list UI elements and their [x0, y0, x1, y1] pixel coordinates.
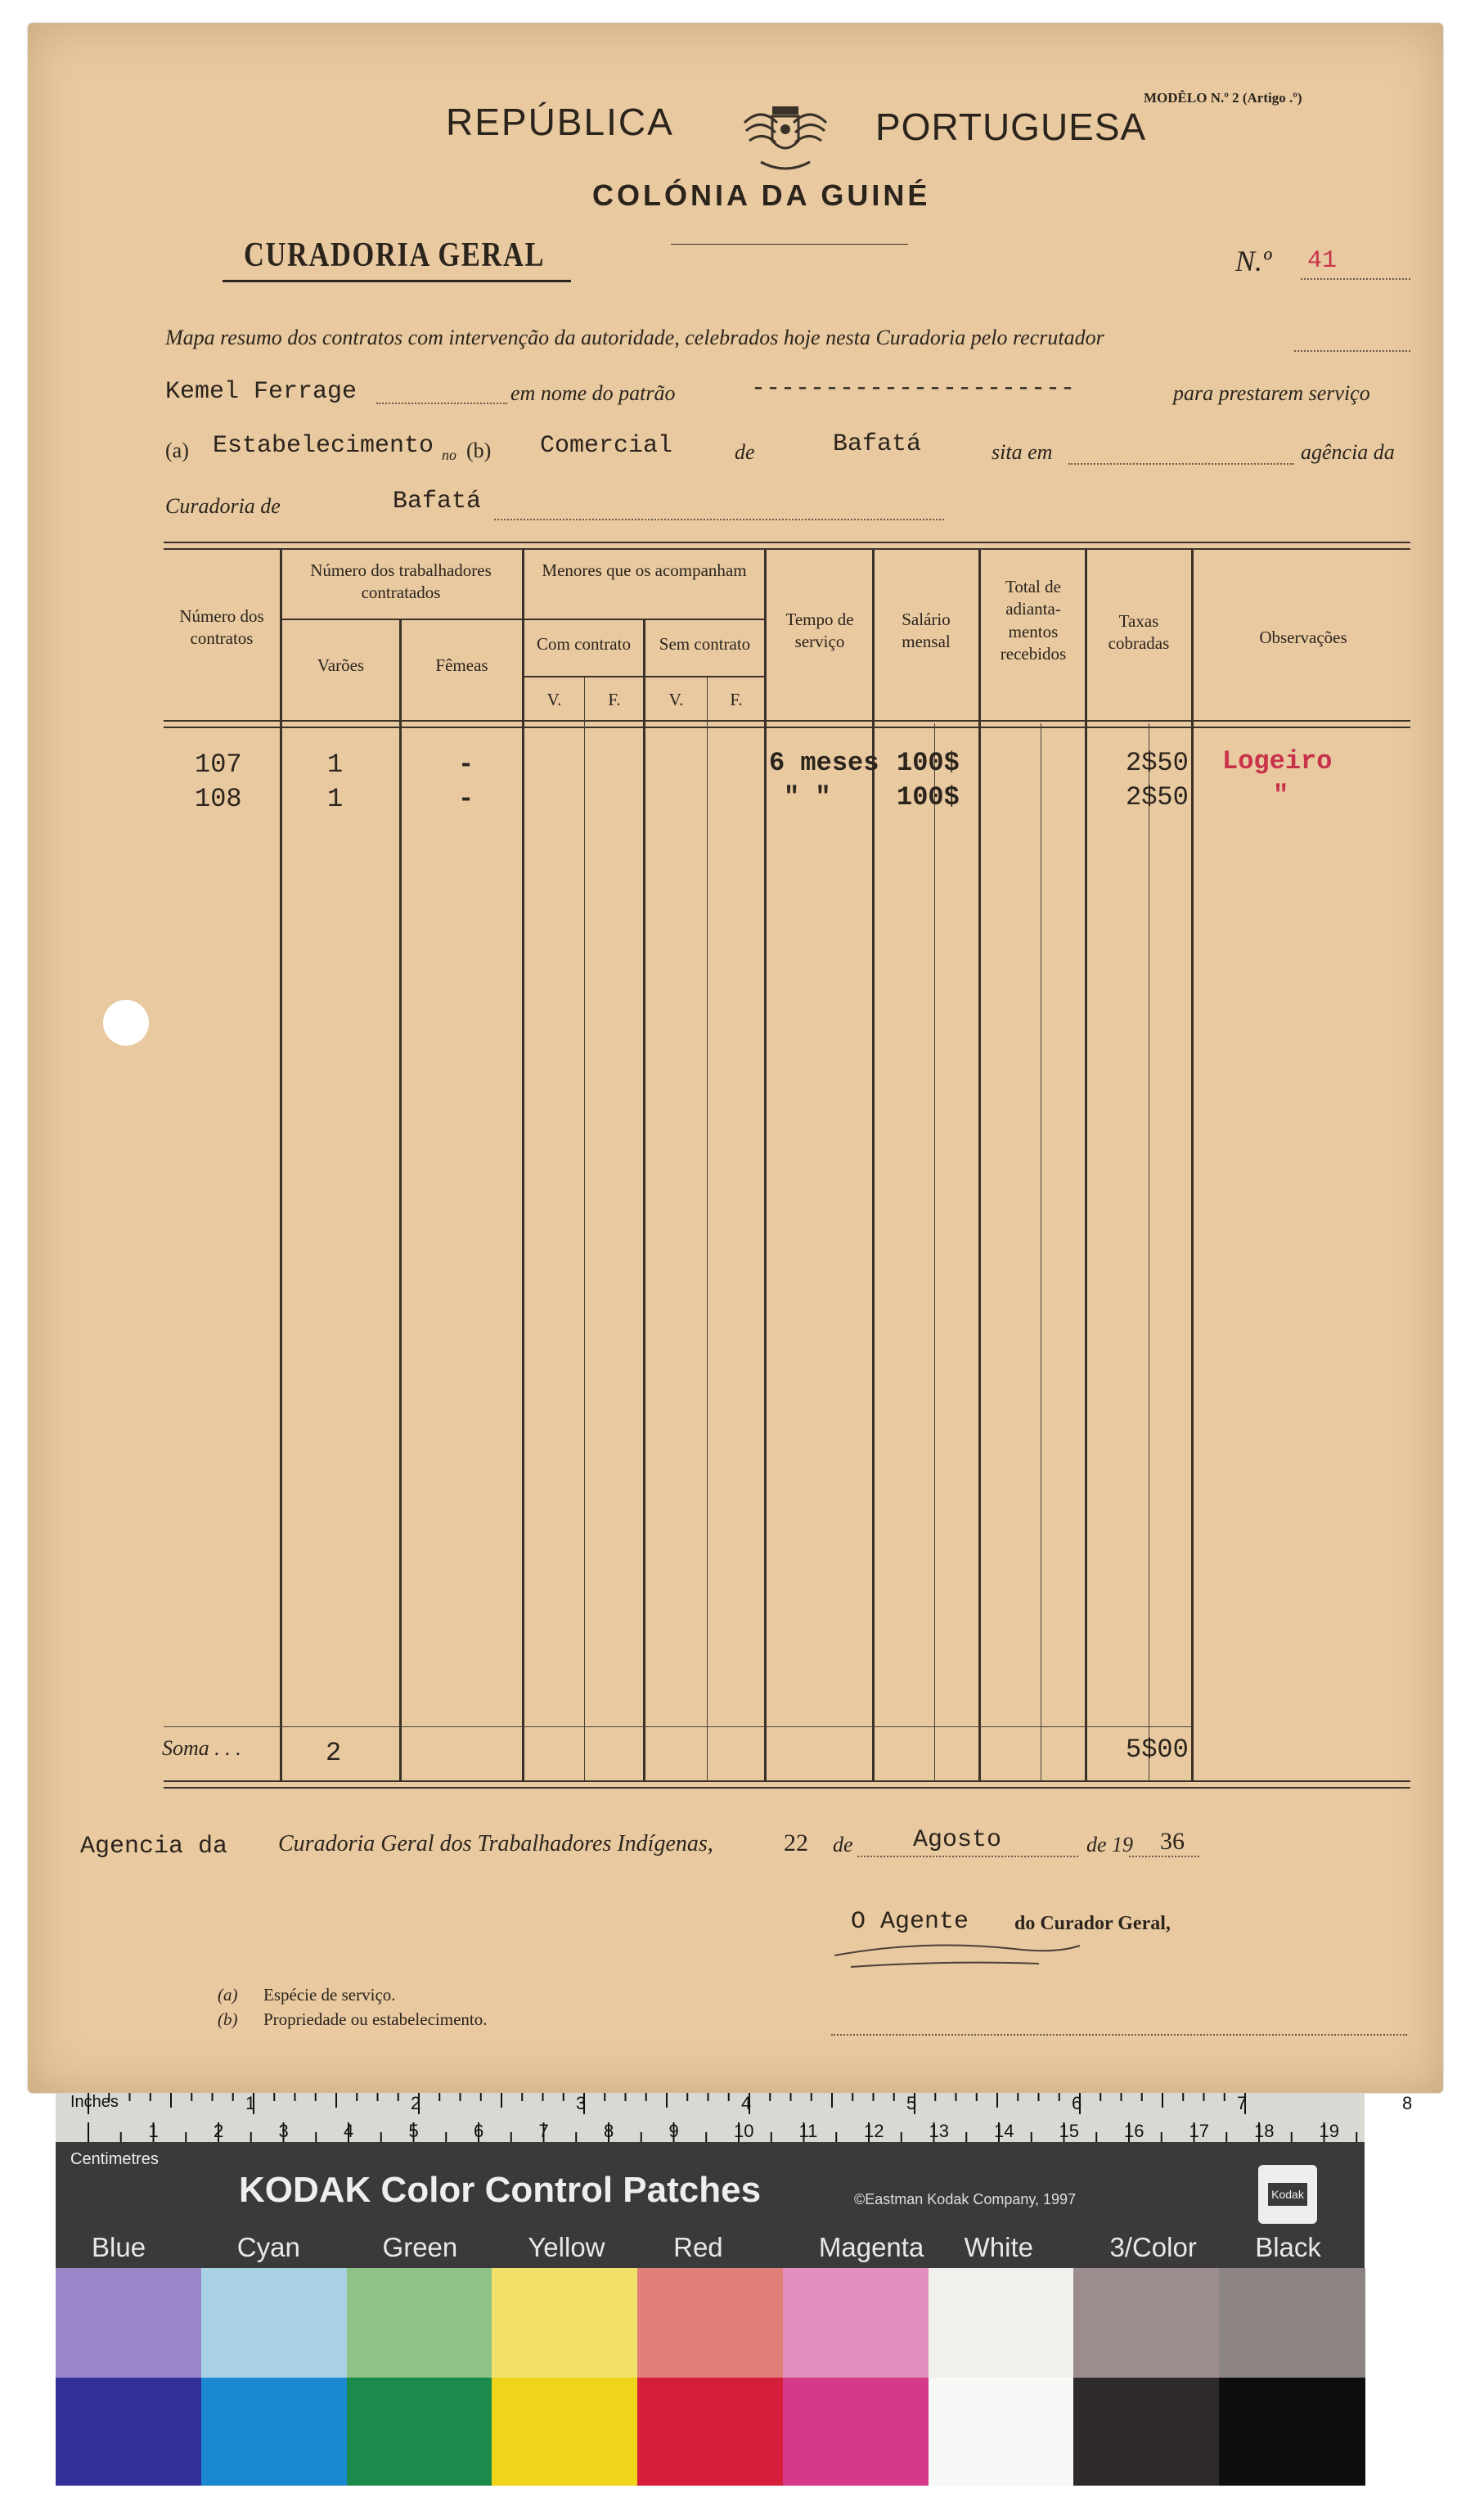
- curadoria-de-label: Curadoria de: [165, 494, 281, 518]
- soma-rule: [164, 1726, 1191, 1727]
- de-value: Bafatá: [833, 430, 922, 458]
- patch-name: Green: [382, 2232, 458, 2262]
- cm-number: 12: [864, 2121, 884, 2141]
- soma-taxas: 5$00: [1126, 1735, 1189, 1765]
- soma-varoes: 2: [326, 1738, 342, 1768]
- inch-number: 2: [411, 2093, 421, 2113]
- cm-number: 2: [214, 2121, 224, 2141]
- dots: [1129, 1856, 1199, 1857]
- cm-number: 18: [1254, 2121, 1275, 2141]
- sub-col-divider: [584, 676, 585, 1780]
- color-patch-dark: [492, 2378, 638, 2486]
- table-row-varoes: 1: [327, 784, 344, 814]
- curadoria-de-value: Bafatá: [393, 488, 482, 515]
- kodak-color-control-strip: [56, 2093, 1413, 2270]
- cm-number: 7: [538, 2121, 549, 2141]
- header-rule: [522, 676, 764, 677]
- cm-number: 11: [798, 2121, 818, 2141]
- table-row-taxas: 2$50: [1126, 748, 1189, 778]
- dots: [831, 2034, 1407, 2036]
- inches-label: Inches: [70, 2093, 119, 2111]
- colonia-heading: COLÓNIA DA GUINÉ: [592, 178, 931, 212]
- curador-geral-label: do Curador Geral,: [1014, 1913, 1171, 1934]
- table-top-rule: [164, 542, 1410, 550]
- number-value: 41: [1307, 247, 1338, 275]
- patch-name: Black: [1255, 2232, 1321, 2262]
- inch-number: 5: [906, 2093, 917, 2113]
- header-femeas: Fêmeas: [435, 655, 488, 675]
- cm-number: 8: [604, 2121, 614, 2141]
- kodak-title: KODAK Color Control Patches: [239, 2170, 762, 2210]
- table-row-tempo: 6 meses: [769, 748, 879, 778]
- recruiter-name: Kemel Ferrage: [165, 378, 358, 406]
- color-patches: [56, 2268, 1365, 2486]
- b-label: (b): [466, 439, 492, 462]
- header-tempo: Tempo de serviço: [785, 610, 854, 652]
- table-row-numero: 107: [195, 749, 242, 780]
- de-label: de: [735, 440, 755, 464]
- curadoria-geral-text: Curadoria Geral dos Trabalhadores Indígenas,: [278, 1831, 713, 1856]
- inch-number: 6: [1072, 2093, 1082, 2113]
- inch-number: 3: [576, 2093, 587, 2113]
- patch-name: Cyan: [236, 2232, 300, 2262]
- note-a: Espécie de serviço.: [263, 1985, 396, 2005]
- col-divider: [280, 550, 282, 1780]
- kodak-copyright: ©Eastman Kodak Company, 1997: [854, 2191, 1077, 2207]
- table-row-obs: ": [1273, 781, 1289, 811]
- header-f: F.: [608, 690, 621, 709]
- color-patch-light: [56, 2268, 202, 2378]
- a-label: (a): [165, 439, 189, 462]
- header-observacoes: Observações: [1259, 628, 1347, 647]
- republica-heading: REPÚBLICA: [446, 101, 674, 143]
- table-row-varoes: 1: [327, 749, 344, 780]
- punch-hole: [103, 1000, 149, 1046]
- header-total: Total de adianta- mentos recebidos: [1000, 577, 1067, 664]
- dots: [1294, 350, 1410, 352]
- sub-col-divider: [934, 723, 935, 1780]
- color-patch-dark: [56, 2378, 202, 2486]
- curadoria-heading: CURADORIA GERAL: [244, 236, 546, 274]
- patrao-value: ----------------------: [751, 375, 1076, 403]
- table-bottom-rule: [164, 1780, 1410, 1789]
- dots: [376, 403, 507, 404]
- kodak-logo-text: Kodak: [1268, 2183, 1307, 2206]
- header-varoes: Varões: [317, 655, 365, 675]
- kodak-logo-icon: [1258, 2165, 1317, 2224]
- header-v: V.: [546, 690, 562, 709]
- b-value: Comercial: [540, 432, 673, 460]
- table-row-femeas: -: [458, 749, 474, 780]
- sub-col-divider: [707, 676, 708, 1780]
- mapa-text: Mapa resumo dos contratos com intervenção da autoridade, celebrados hoje nesta Curadoria pelo recrutador: [165, 326, 1104, 349]
- table-row-femeas: -: [458, 784, 474, 814]
- header-numero: Número dos contratos: [179, 606, 264, 649]
- number-label: N.º: [1235, 245, 1272, 277]
- centimetres-label: Centimetres: [70, 2150, 159, 2168]
- patch-name: Red: [673, 2232, 723, 2262]
- color-patch-light: [1219, 2268, 1365, 2378]
- dots: [494, 519, 944, 520]
- header-menores: Menores que os acompanham: [542, 560, 747, 580]
- cm-number: 4: [344, 2121, 354, 2141]
- table-row-obs: Logeiro: [1222, 746, 1333, 776]
- color-patch-light: [783, 2268, 929, 2378]
- color-patch-light: [492, 2268, 638, 2378]
- color-patch-dark: [1073, 2378, 1220, 2486]
- cm-number: 14: [994, 2121, 1014, 2141]
- header-f: F.: [730, 690, 743, 709]
- cm-number: 15: [1059, 2121, 1079, 2141]
- patch-name: Yellow: [528, 2232, 605, 2262]
- header-salario: Salário mensal: [902, 610, 951, 652]
- col-divider: [522, 550, 524, 1780]
- note-a-label: (a): [218, 1985, 238, 2005]
- table-row-numero: 108: [195, 784, 242, 814]
- signature-mark: [826, 1931, 1096, 1988]
- cm-number: 3: [278, 2121, 289, 2141]
- cm-number: 5: [408, 2121, 419, 2141]
- em-nome-label: em nome do patrão: [510, 381, 676, 405]
- color-patch-light: [929, 2268, 1075, 2378]
- date-de: de: [833, 1833, 853, 1856]
- date-month: Agosto: [913, 1826, 1002, 1854]
- table-header-rule: [164, 720, 1410, 728]
- inch-number: 7: [1237, 2093, 1248, 2113]
- col-divider: [978, 550, 981, 1780]
- inch-number: 8: [1402, 2093, 1413, 2113]
- header-rule: [280, 619, 764, 620]
- cm-number: 19: [1319, 2121, 1339, 2141]
- cm-number: 10: [734, 2121, 754, 2141]
- header-taxas: Taxas cobradas: [1108, 611, 1170, 654]
- color-patch-light: [637, 2268, 784, 2378]
- table-row-salario: 100$: [897, 748, 960, 778]
- soma-label: Soma . . .: [162, 1736, 241, 1760]
- divider: [671, 244, 908, 245]
- col-divider: [872, 550, 875, 1780]
- cm-number: 13: [929, 2121, 949, 2141]
- color-patch-dark: [1219, 2378, 1365, 2486]
- table-row-taxas: 2$50: [1126, 782, 1189, 812]
- agente-label: O Agente: [851, 1908, 969, 1936]
- color-patch-dark: [201, 2378, 348, 2486]
- cm-number: 6: [474, 2121, 484, 2141]
- note-b-label: (b): [218, 2009, 238, 2029]
- dots: [857, 1856, 1078, 1857]
- patch-name: White: [964, 2232, 1034, 2262]
- date-day: 22: [784, 1829, 808, 1856]
- color-patch-light: [201, 2268, 348, 2378]
- patch-name: 3/Color: [1109, 2232, 1197, 2262]
- color-patch-light: [1073, 2268, 1220, 2378]
- sita-em-label: sita em: [992, 440, 1053, 464]
- date-year: 36: [1160, 1828, 1185, 1855]
- table-row-salario: 100$: [897, 782, 960, 812]
- table-row-tempo: " ": [784, 782, 831, 812]
- color-patch-light: [347, 2268, 493, 2378]
- col-divider: [1085, 550, 1087, 1780]
- color-patch-dark: [783, 2378, 929, 2486]
- cm-number: 1: [148, 2121, 159, 2141]
- agencia-label: Agencia da: [80, 1833, 228, 1861]
- color-patch-dark: [637, 2378, 784, 2486]
- col-divider: [399, 619, 402, 1780]
- cm-number: 16: [1124, 2121, 1144, 2141]
- number-dots: [1301, 278, 1410, 280]
- no-label: no: [442, 447, 456, 463]
- cm-number: 9: [668, 2121, 679, 2141]
- patch-name: Blue: [92, 2232, 146, 2262]
- color-patch-dark: [347, 2378, 493, 2486]
- portuguesa-heading: PORTUGUESA: [875, 106, 1147, 148]
- col-divider: [1191, 550, 1194, 1780]
- dots: [1068, 463, 1294, 465]
- inch-number: 1: [245, 2093, 256, 2113]
- inch-number: 4: [741, 2093, 752, 2113]
- header-sem-contrato: Sem contrato: [659, 634, 751, 654]
- a-value: Estabelecimento: [213, 432, 434, 460]
- agencia-da-label: agência da: [1301, 440, 1395, 464]
- date-de-year: de 19: [1086, 1833, 1134, 1856]
- header-com-contrato: Com contrato: [537, 634, 631, 654]
- para-prestarem-label: para prestarem serviço: [1173, 381, 1370, 405]
- note-b: Propriedade ou estabelecimento.: [263, 2009, 488, 2029]
- cm-number: 17: [1189, 2121, 1209, 2141]
- header-trabalhadores: Número dos trabalhadores contratados: [310, 560, 492, 603]
- coat-of-arms-icon: [736, 98, 834, 177]
- color-patch-dark: [929, 2378, 1075, 2486]
- col-divider: [764, 550, 767, 1780]
- patch-name: Magenta: [818, 2232, 924, 2262]
- header-v: V.: [668, 690, 684, 709]
- curadoria-underline: [223, 280, 571, 282]
- modelo-label: MODÊLO N.º 2 (Artigo .º): [1144, 90, 1302, 106]
- col-divider: [643, 619, 645, 1780]
